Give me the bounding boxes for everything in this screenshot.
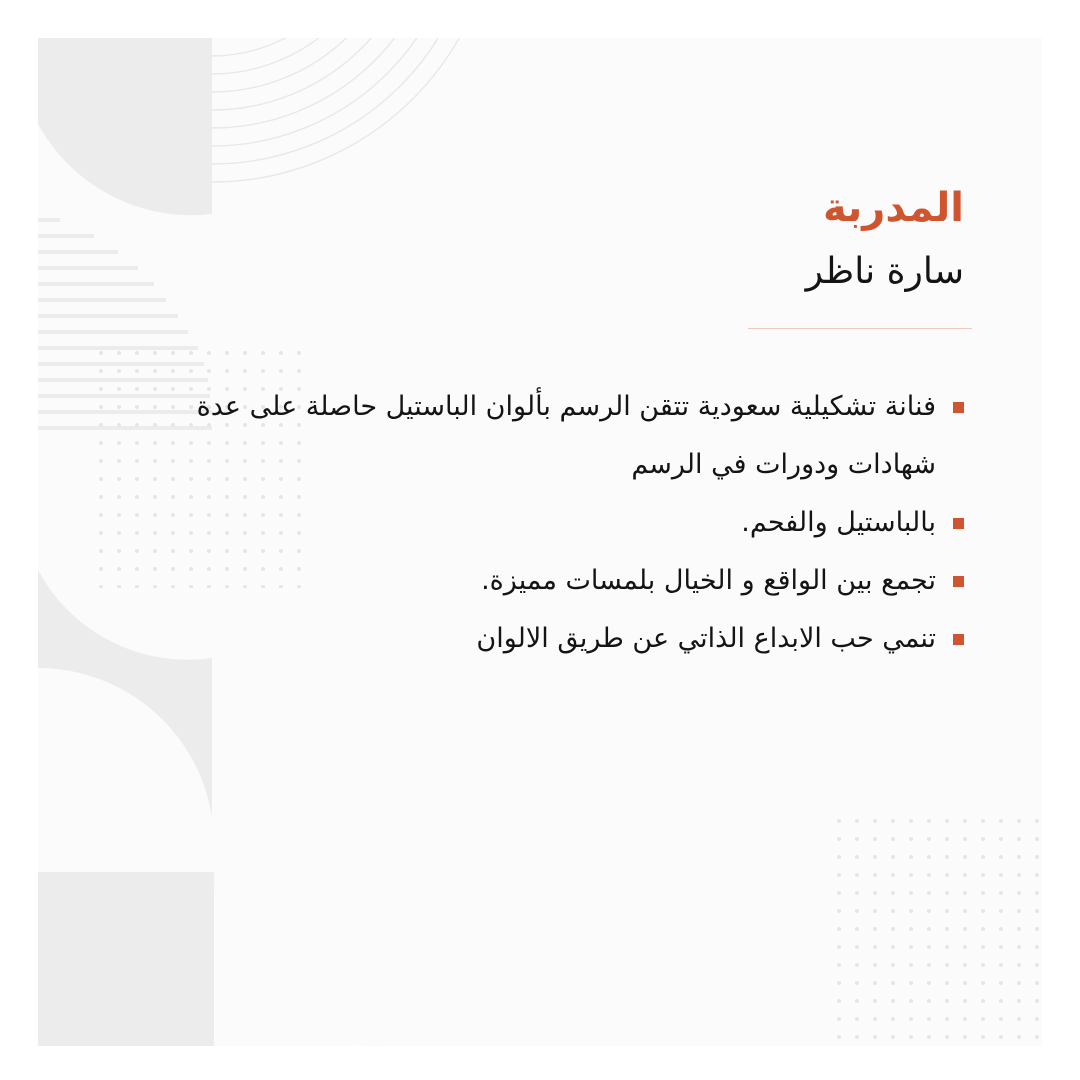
bio-item-text: تنمي حب الابداع الذاتي عن طريق الالوان [476, 623, 936, 654]
decor-arc-bottom-cut [214, 872, 390, 1046]
header-divider [748, 328, 972, 329]
bullet-square-icon [953, 518, 964, 529]
decor-dots-right [834, 808, 1042, 1046]
bio-item-text: تجمع بين الواقع و الخيال بلمسات مميزة. [481, 565, 936, 596]
trainer-name: سارة ناظر [805, 251, 964, 292]
decor-concentric-arcs [212, 38, 496, 182]
role-title: المدربة [823, 185, 964, 231]
bio-item-text: بالباستيل والفحم. [741, 507, 936, 538]
bullet-square-icon [953, 634, 964, 645]
bio-list [164, 378, 964, 668]
bio-item-text: فنانة تشكيلية سعودية تتقن الرسم بألوان الباستيل حاصلة على عدة شهادات ودورات في الرسم [196, 391, 936, 480]
bio-item [164, 552, 964, 610]
bullet-square-icon [953, 402, 964, 413]
bio-item [164, 494, 964, 552]
trainer-card [38, 38, 1042, 1046]
trainer-header [806, 178, 964, 300]
bullet-square-icon [953, 576, 964, 587]
decor-arc-top-left [38, 38, 212, 215]
bio-item [164, 610, 964, 668]
bio-item [164, 378, 964, 494]
